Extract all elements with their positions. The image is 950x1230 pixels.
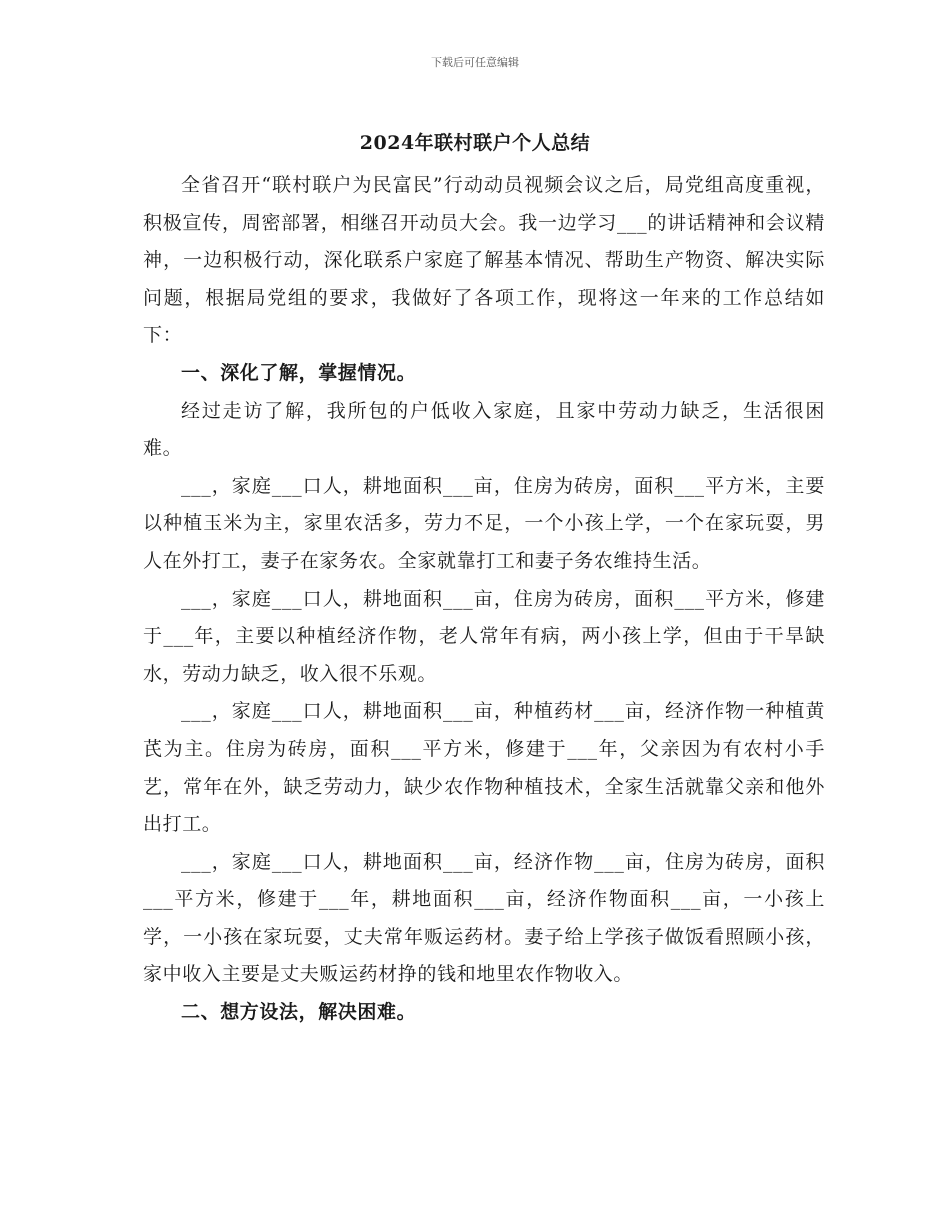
- paragraph-intro: 全省召开“联村联户为民富民”行动动员视频会议之后，局党组高度重视，积极宣传，周密部署，相继召开动员大会。我一边学习___的讲话精神和会议精神，一边积极行动，深化联系户家庭了解基本情况、帮助生产物资、解决实际问题，根据局党组的要求，我做好了各项工作，现将这一年来的工作总结如下：: [143, 174, 825, 347]
- paragraph-household-4: ___，家庭___口人，耕地面积___亩，经济作物___亩，住房为砖房，面积___平方米，修建于___年，耕地面积___亩，经济作物面积___亩，一小孩上学，一小孩在家玩耍，丈夫常年贩运药材。妻子给上学孩子做饭看照顾小孩，家中收入主要是丈夫贩运药材挣的钱和地里农作物收入。: [143, 850, 825, 986]
- paragraph-household-1: ___，家庭___口人，耕地面积___亩，住房为砖房，面积___平方米，主要以种植玉米为主，家里农活多，劳力不足，一个小孩上学，一个在家玩耍，男人在外打工，妻子在家务农。全家就靠打工和妻子务农维持生活。: [143, 474, 825, 572]
- document-body: [143, 167, 825, 1032]
- document-title: 2024年联村联户个人总结: [359, 132, 591, 154]
- page-header-note: 下载后可任意编辑: [431, 56, 519, 69]
- section-heading-2: 二、想方设法，解决困难。: [181, 1001, 417, 1024]
- paragraph-overview: 经过走访了解，我所包的户低收入家庭，且家中劳动力缺乏，生活很困难。: [143, 399, 825, 460]
- paragraph-household-3: ___，家庭___口人，耕地面积___亩，种植药材___亩，经济作物一种植黄芪为主。住房为砖房，面积___平方米，修建于___年，父亲因为有农村小手艺，常年在外，缺乏劳动力，缺少农作物种植技术，全家生活就靠父亲和他外出打工。: [143, 700, 825, 836]
- paragraph-household-2: ___，家庭___口人，耕地面积___亩，住房为砖房，面积___平方米，修建于___年，主要以种植经济作物，老人常年有病，两小孩上学，但由于干旱缺水，劳动力缺乏，收入很不乐观。: [143, 587, 825, 685]
- section-heading-1: 一、深化了解，掌握情况。: [181, 361, 417, 384]
